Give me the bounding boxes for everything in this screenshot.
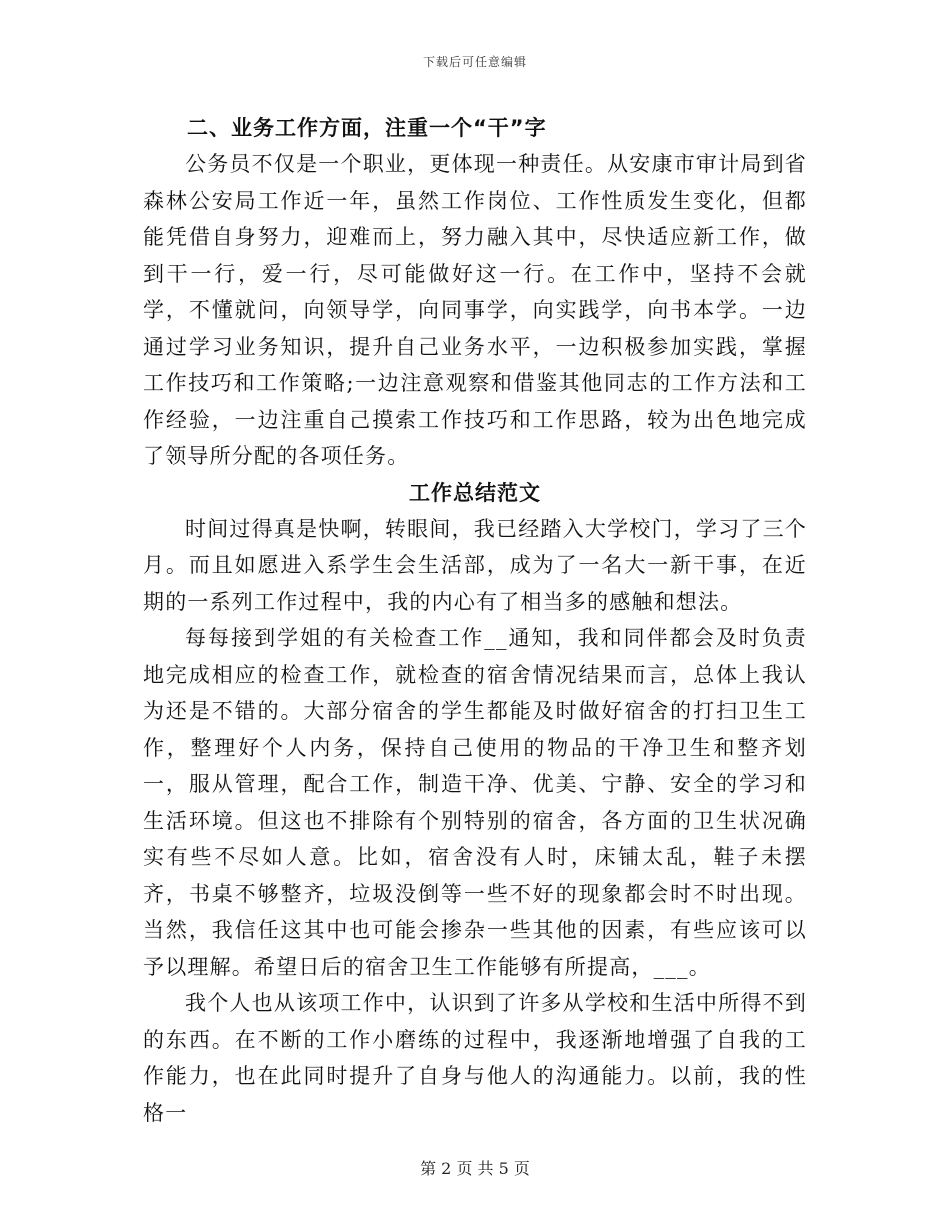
document-body bbox=[143, 110, 807, 1131]
article-paragraph-2: 每每接到学姐的有关检查工作__通知，我和同伴都会及时负责地完成相应的检查工作，就检查的宿舍情况结果而言，总体上我认为还是不错的。大部分宿舍的学生都能及时做好宿舍的打扫卫生工作，整理好个人内务，保持自己使用的物品的干净卫生和整齐划一，服从管理，配合工作，制造干净、优美、宁静、安全的学习和生活环境。但这也不排除有个别特别的宿舍，各方面的卫生状况确实有些不尽如人意。比如，宿舍没有人时，床铺太乱，鞋子未摆齐，书桌不够整齐，垃圾没倒等一些不好的现象都会时不时出现。当然，我信任这其中也可能会掺杂一些其他的因素，有些应该可以予以理解。希望日后的宿舍卫生工作能够有所提高，___。 bbox=[143, 626, 807, 979]
article-title: 工作总结范文 bbox=[409, 480, 541, 505]
article-paragraph-1: 时间过得真是快啊，转眼间，我已经踏入大学校门，学习了三个月。而且如愿进入系学生会生活部，成为了一名大一新干事，在近期的一系列工作过程中，我的内心有了相当多的感触和想法。 bbox=[143, 516, 807, 614]
page-number-footer: 第 2 页 共 5 页 bbox=[420, 1159, 530, 1178]
section-paragraph: 公务员不仅是一个职业，更体现一种责任。从安康市审计局到省森林公安局工作近一年，虽然工作岗位、工作性质发生变化，但都能凭借自身努力，迎难而上，努力融入其中，尽快适应新工作，做到干一行，爱一行，尽可能做好这一行。在工作中，坚持不会就学，不懂就问，向领导学，向同事学，向实践学，向书本学。一边通过学习业务知识，提升自己业务水平，一边积极参加实践，掌握工作技巧和工作策略;一边注意观察和借鉴其他同志的工作方法和工作经验，一边注重自己摸索工作技巧和工作思路，较为出色地完成了领导所分配的各项任务。 bbox=[143, 152, 807, 468]
section-heading: 二、业务工作方面，注重一个“干”字 bbox=[187, 116, 547, 140]
page-header-note: 下载后可任意编辑 bbox=[422, 55, 527, 69]
article-paragraph-3: 我个人也从该项工作中，认识到了许多从学校和生活中所得不到的东西。在不断的工作小磨练的过程中，我逐渐地增强了自我的工作能力，也在此同时提升了自身与他人的沟通能力。以前，我的性格一 bbox=[143, 991, 807, 1125]
